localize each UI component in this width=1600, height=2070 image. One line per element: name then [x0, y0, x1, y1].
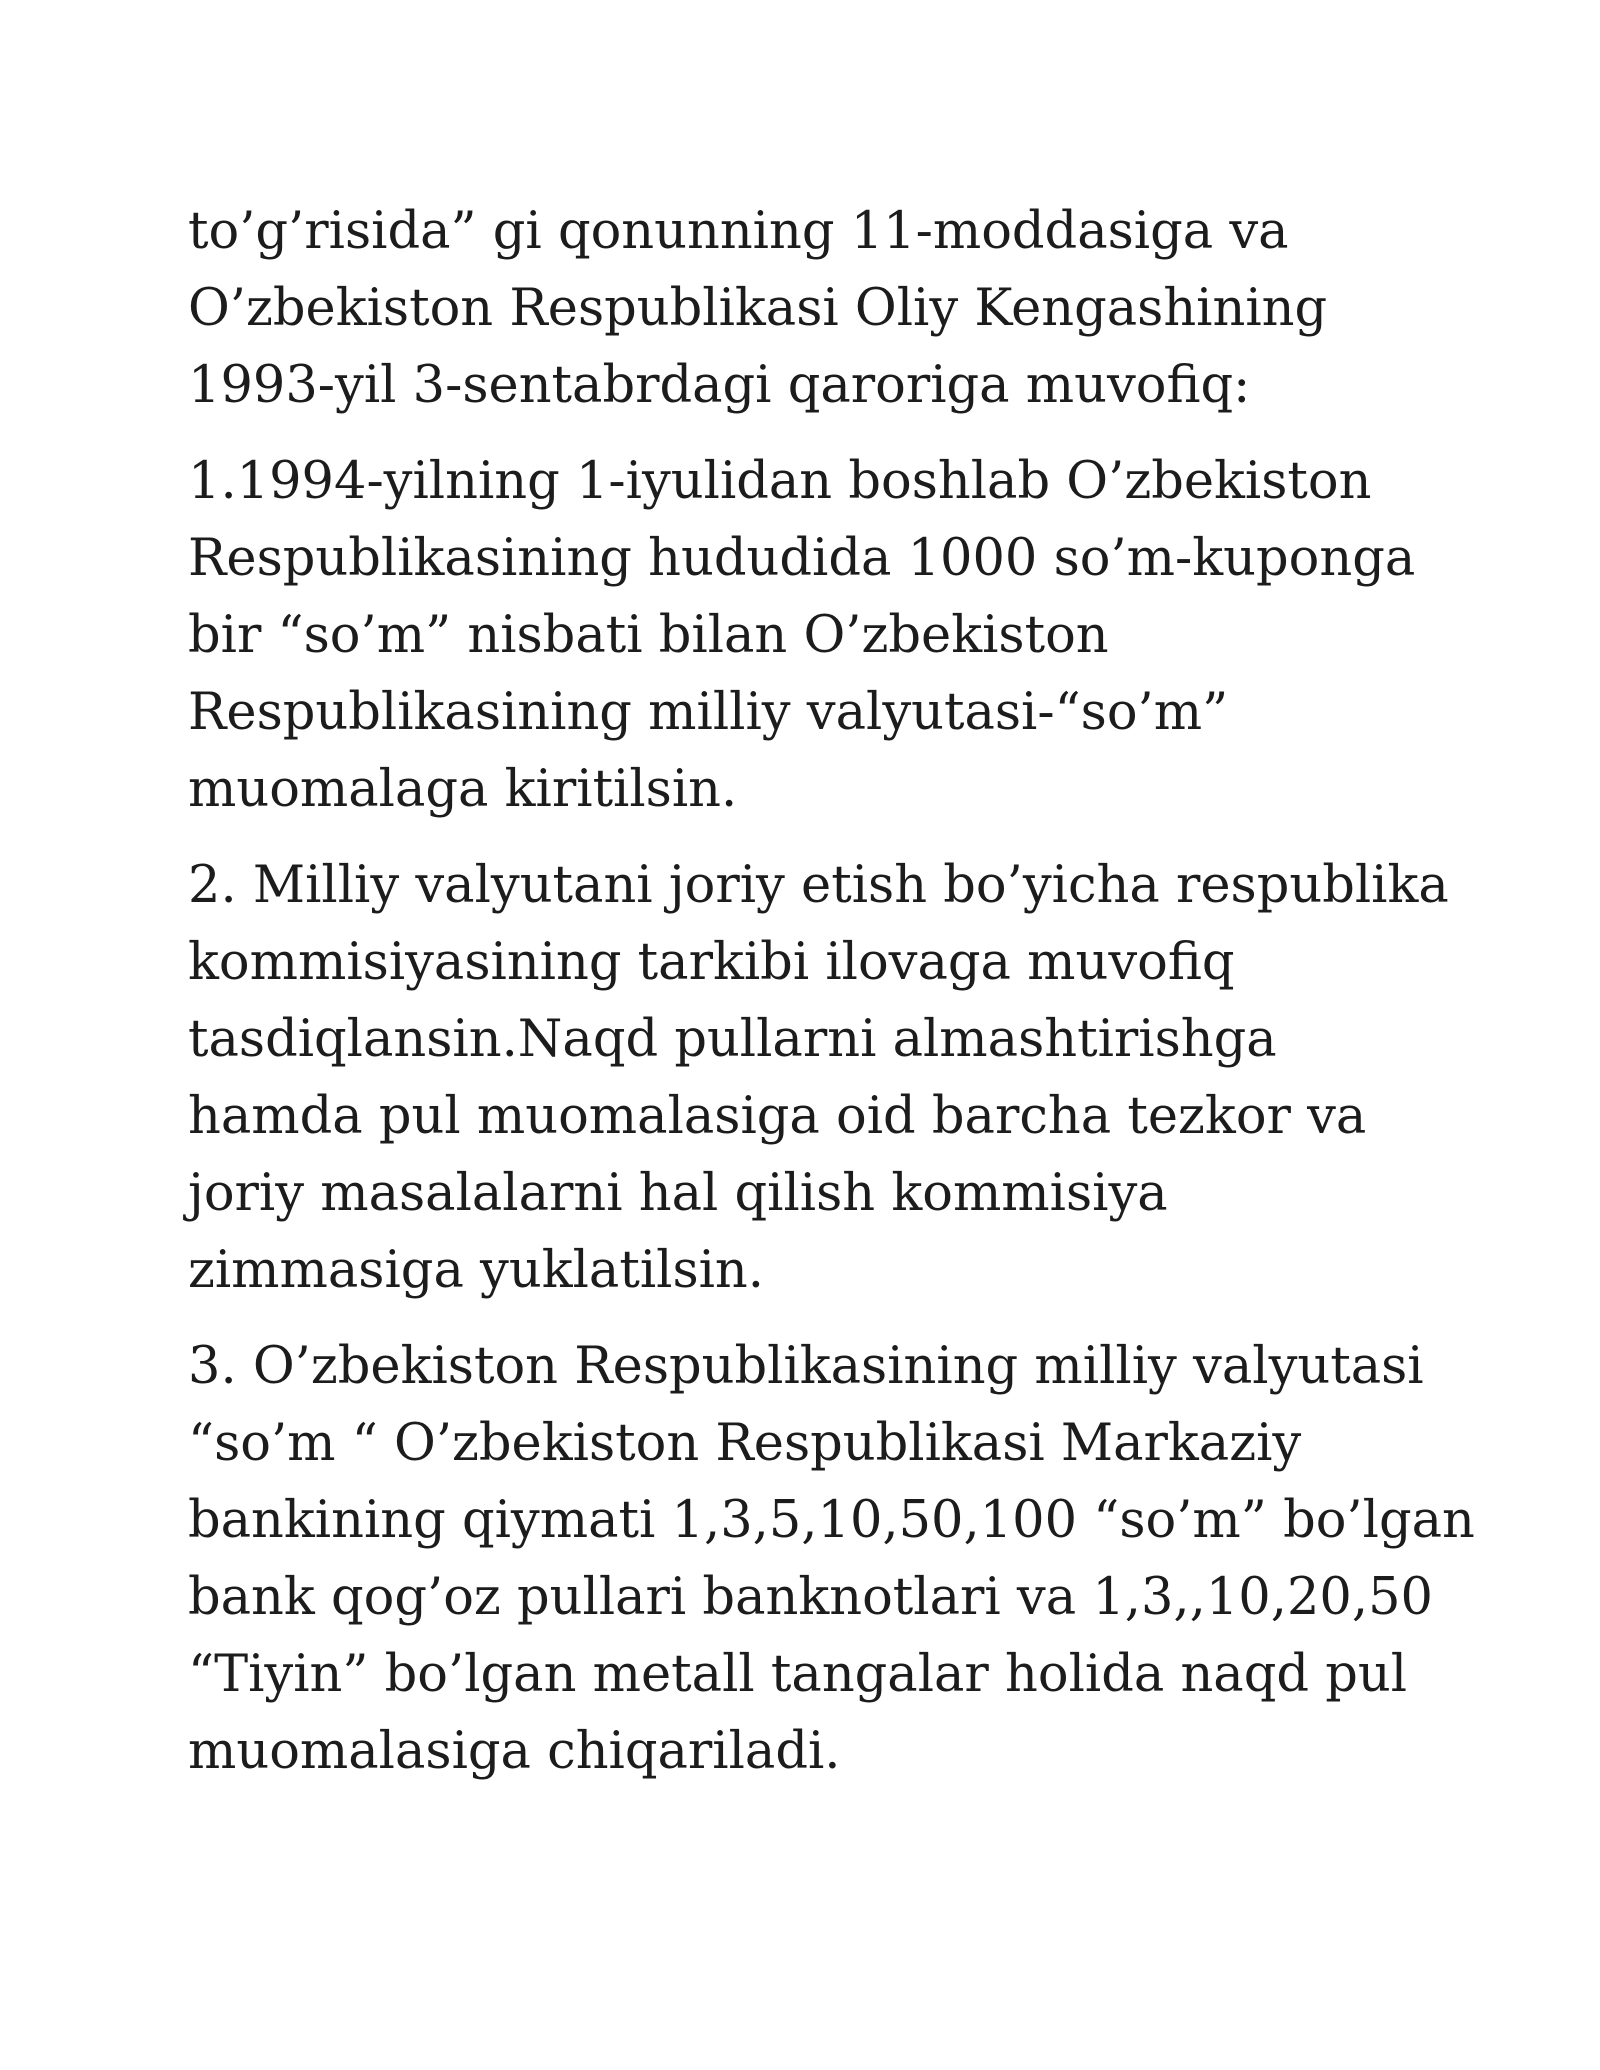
paragraph-spacer	[188, 828, 1428, 847]
text-line: Respublikasining milliy valyutasi-“so’m”	[188, 683, 1229, 742]
text-line: zimmasiga yuklatilsin.	[188, 1241, 764, 1300]
text-line: 1.1994-yilning 1-iyulidan boshlab O’zbekiston	[188, 452, 1372, 511]
paragraph-item-1	[188, 443, 1428, 828]
document-body	[188, 193, 1475, 1790]
text-line: muomalaga kiritilsin.	[188, 760, 738, 819]
text-line: O’zbekiston Respublikasi Oliy Kengashining	[188, 279, 1328, 338]
text-line: 2. Milliy valyutani joriy etish bo’yicha respublika	[188, 856, 1449, 915]
text-line: bankining qiymati 1,3,5,10,50,100 “so’m” bo’lgan	[188, 1491, 1475, 1550]
text-line: Respublikasining hududida 1000 so’m-kuponga	[188, 529, 1416, 588]
text-line: muomalasiga chiqariladi.	[188, 1722, 841, 1781]
text-line: tasdiqlansin.Naqd pullarni almashtirishga	[188, 1010, 1277, 1069]
text-line: bank qog’oz pullari banknotlari va 1,3,,10,20,50	[188, 1568, 1433, 1627]
text-line: “Tiyin” bo’lgan metall tangalar holida naqd pul	[188, 1645, 1408, 1704]
paragraph-item-3	[188, 1328, 1475, 1790]
text-line: 1993-yil 3-sentabrdagi qaroriga muvofiq:	[188, 356, 1251, 415]
text-line: kommisiyasining tarkibi ilovaga muvofiq	[188, 933, 1235, 992]
paragraph-intro	[188, 193, 1428, 424]
paragraph-spacer	[188, 424, 1428, 443]
text-line: “so’m “ O’zbekiston Respublikasi Markaziy	[188, 1414, 1302, 1473]
text-line: 3. O’zbekiston Respublikasining milliy valyutasi	[188, 1337, 1424, 1396]
paragraph-item-2	[188, 847, 1449, 1309]
text-line: hamda pul muomalasiga oid barcha tezkor va	[188, 1087, 1367, 1146]
paragraph-spacer	[188, 1309, 1428, 1328]
text-line: joriy masalalarni hal qilish kommisiya	[188, 1164, 1168, 1223]
text-line: to’g’risida” gi qonunning 11-moddasiga va	[188, 202, 1289, 261]
text-line: bir “so’m” nisbati bilan O’zbekiston	[188, 606, 1109, 665]
